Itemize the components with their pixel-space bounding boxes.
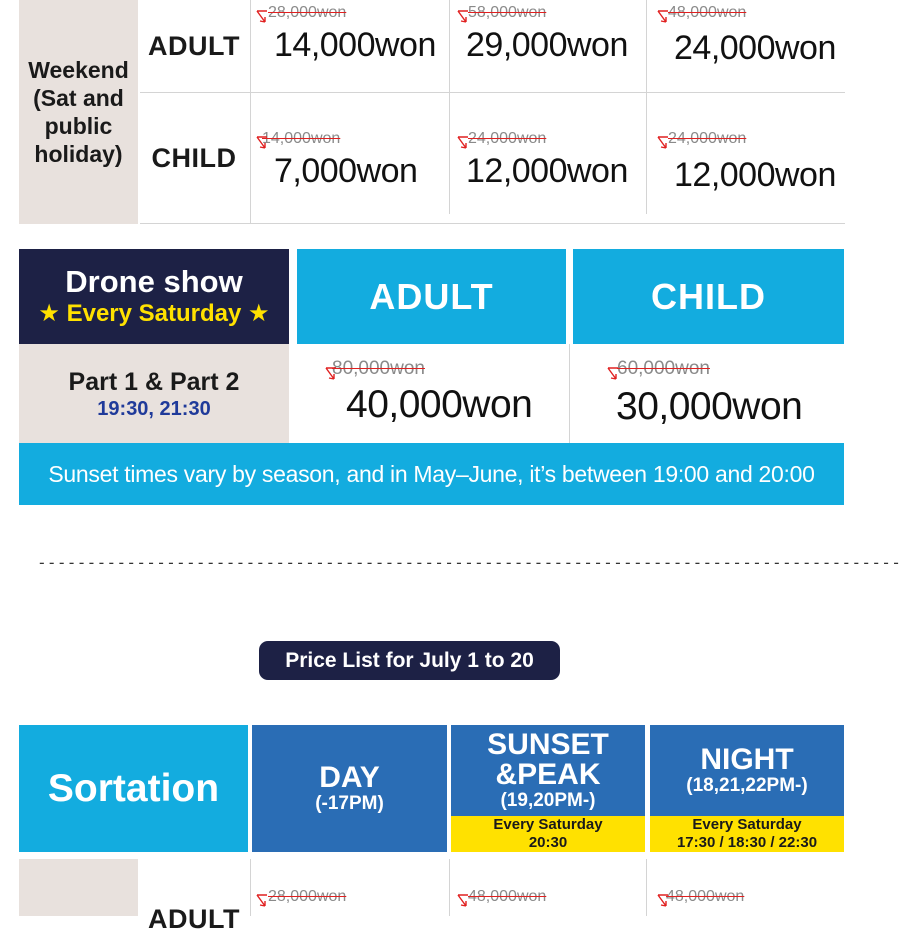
night-note-line: Every Saturday <box>692 816 802 833</box>
sortation-header: Sortation <box>19 725 248 852</box>
sunset-saturday-note <box>451 816 645 852</box>
discount-arrow-icon <box>607 367 619 381</box>
table-divider <box>646 859 647 916</box>
drone-parts-cell <box>19 344 289 443</box>
drone-adult-header: ADULT <box>297 249 566 344</box>
original-price: 14,000won <box>262 130 341 147</box>
night-header-title: NIGHT <box>700 742 794 776</box>
child-row-label: CHILD <box>151 143 237 173</box>
original-price: 48,000won <box>468 888 547 905</box>
original-price: 24,000won <box>468 130 547 147</box>
discounted-price: 12,000won <box>674 156 836 194</box>
weekend-category-line: (Sat and <box>33 85 124 111</box>
discount-arrow-icon <box>256 136 268 150</box>
discounted-price: 12,000won <box>466 152 628 190</box>
discount-arrow-icon <box>256 10 268 24</box>
drone-parts-label: Part 1 & Part 2 <box>68 367 240 396</box>
discounted-price: 30,000won <box>616 385 803 428</box>
original-price: 48,000won <box>666 888 745 905</box>
discount-arrow-icon <box>657 10 669 24</box>
adult-row-label: ADULT <box>148 30 240 61</box>
night-saturday-note <box>650 816 844 852</box>
weekend-category-line: holiday) <box>34 141 123 167</box>
drone-child-header: CHILD <box>573 249 844 344</box>
dashed-divider: --------------------------------------------------------------------------------------- <box>37 553 901 572</box>
drone-show-subtitle: ★ Every Saturday ★ <box>38 299 270 327</box>
drone-show-header <box>19 249 289 344</box>
sunset-notice-banner: Sunset times vary by season, and in May–June, it’s between 19:00 and 20:00 <box>19 443 844 505</box>
day-header-sub: (-17PM) <box>315 792 384 814</box>
july-category-cell <box>19 859 138 916</box>
sunset-note-line: Every Saturday <box>493 816 603 833</box>
weekend-category-label <box>28 56 129 168</box>
original-price: 80,000won <box>332 358 425 379</box>
night-header-sub: (18,21,22PM-) <box>686 774 808 796</box>
drone-parts-times: 19:30, 21:30 <box>97 397 211 420</box>
discounted-price: 7,000won <box>274 152 418 190</box>
original-price: 48,000won <box>668 4 747 21</box>
sunset-header-sub: (19,20PM-) <box>500 789 596 811</box>
discounted-price: 14,000won <box>274 26 436 64</box>
discount-arrow-icon <box>325 367 337 381</box>
table-divider <box>140 92 845 93</box>
discount-arrow-icon <box>457 136 469 150</box>
night-header <box>650 725 844 816</box>
sunset-note-line: 20:30 <box>528 834 568 851</box>
original-price: 24,000won <box>668 130 747 147</box>
day-header-title: DAY <box>319 760 380 794</box>
july-adult-row-label: ADULT <box>148 904 240 934</box>
table-divider <box>140 223 845 224</box>
night-note-line: 17:30 / 18:30 / 22:30 <box>676 834 818 851</box>
table-divider <box>449 0 450 214</box>
original-price: 60,000won <box>617 358 710 379</box>
table-divider <box>646 0 647 214</box>
day-header <box>252 725 447 852</box>
table-divider <box>250 0 251 224</box>
weekend-category-line: public <box>44 113 113 139</box>
discount-arrow-icon <box>457 894 469 908</box>
discount-arrow-icon <box>657 136 669 150</box>
table-divider <box>449 859 450 916</box>
sunset-header-title: SUNSET <box>487 727 609 761</box>
original-price: 58,000won <box>468 4 547 21</box>
discounted-price: 40,000won <box>346 383 533 426</box>
discounted-price: 29,000won <box>466 26 628 64</box>
discount-arrow-icon <box>457 10 469 24</box>
discount-arrow-icon <box>256 894 268 908</box>
sunset-header <box>451 725 645 816</box>
table-divider <box>250 859 251 916</box>
table-divider <box>569 344 570 443</box>
sunset-header-title: &PEAK <box>495 757 601 791</box>
discounted-price: 24,000won <box>674 29 836 67</box>
original-price: 28,000won <box>268 888 347 905</box>
july-price-list-title: Price List for July 1 to 20 <box>259 641 560 680</box>
original-price: 28,000won <box>268 4 347 21</box>
weekend-category-line: Weekend <box>28 57 129 83</box>
drone-show-title: Drone show <box>65 263 243 299</box>
weekend-category-cell <box>19 0 138 224</box>
discount-arrow-icon <box>657 894 669 908</box>
